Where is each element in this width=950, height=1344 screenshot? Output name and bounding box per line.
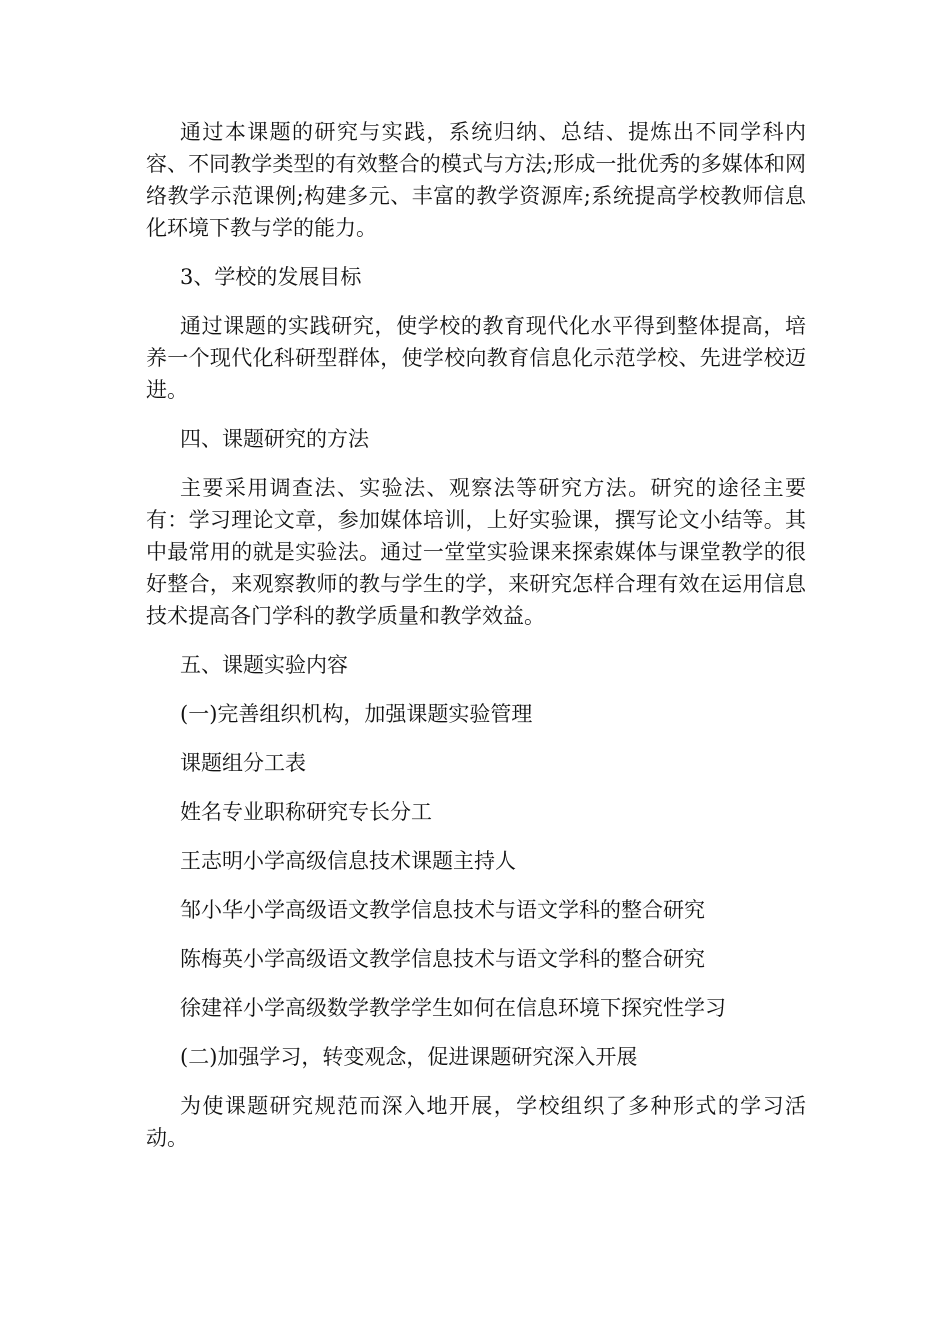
heading-experiment-content: 五、课题实验内容 bbox=[180, 653, 348, 677]
heading-school-development-goal: 3、学校的发展目标 bbox=[180, 265, 362, 289]
subheading-organization: (一)完善组织机构，加强课题实验管理 bbox=[180, 702, 533, 726]
table-row: 徐建祥小学高级数学教学学生如何在信息环境下探究性学习 bbox=[180, 996, 726, 1020]
table-title-division-of-labor: 课题组分工表 bbox=[180, 751, 306, 775]
paragraph-learning-activities: 为使课题研究规范而深入地开展，学校组织了多种形式的学习活动。 bbox=[146, 1094, 806, 1150]
heading-research-methods: 四、课题研究的方法 bbox=[180, 427, 369, 451]
table-row: 王志明小学高级信息技术课题主持人 bbox=[180, 849, 516, 873]
document-page bbox=[146, 116, 806, 1171]
table-header-row: 姓名专业职称研究专长分工 bbox=[180, 800, 432, 824]
table-row: 邹小华小学高级语文教学信息技术与语文学科的整合研究 bbox=[180, 898, 705, 922]
table-row: 陈梅英小学高级语文教学信息技术与语文学科的整合研究 bbox=[180, 947, 705, 971]
paragraph-research-outcomes: 通过本课题的研究与实践，系统归纳、总结、提炼出不同学科内容、不同教学类型的有效整合的模式与方法;形成一批优秀的多媒体和网络教学示范课例;构建多元、丰富的教学资源库;系统提高学校教师信息化环境下教与学的能力。 bbox=[146, 120, 806, 240]
paragraph-school-goal: 通过课题的实践研究，使学校的教育现代化水平得到整体提高，培养一个现代化科研型群体，使学校向教育信息化示范学校、先进学校迈进。 bbox=[146, 314, 806, 402]
paragraph-research-methods: 主要采用调查法、实验法、观察法等研究方法。研究的途径主要有：学习理论文章，参加媒体培训，上好实验课，撰写论文小结等。其中最常用的就是实验法。通过一堂堂实验课来探索媒体与课堂教学的很好整合，来观察教师的教与学生的学，来研究怎样合理有效在运用信息技术提高各门学科的教学质量和教学效益。 bbox=[146, 476, 806, 628]
subheading-strengthen-learning: (二)加强学习，转变观念，促进课题研究深入开展 bbox=[180, 1045, 638, 1069]
